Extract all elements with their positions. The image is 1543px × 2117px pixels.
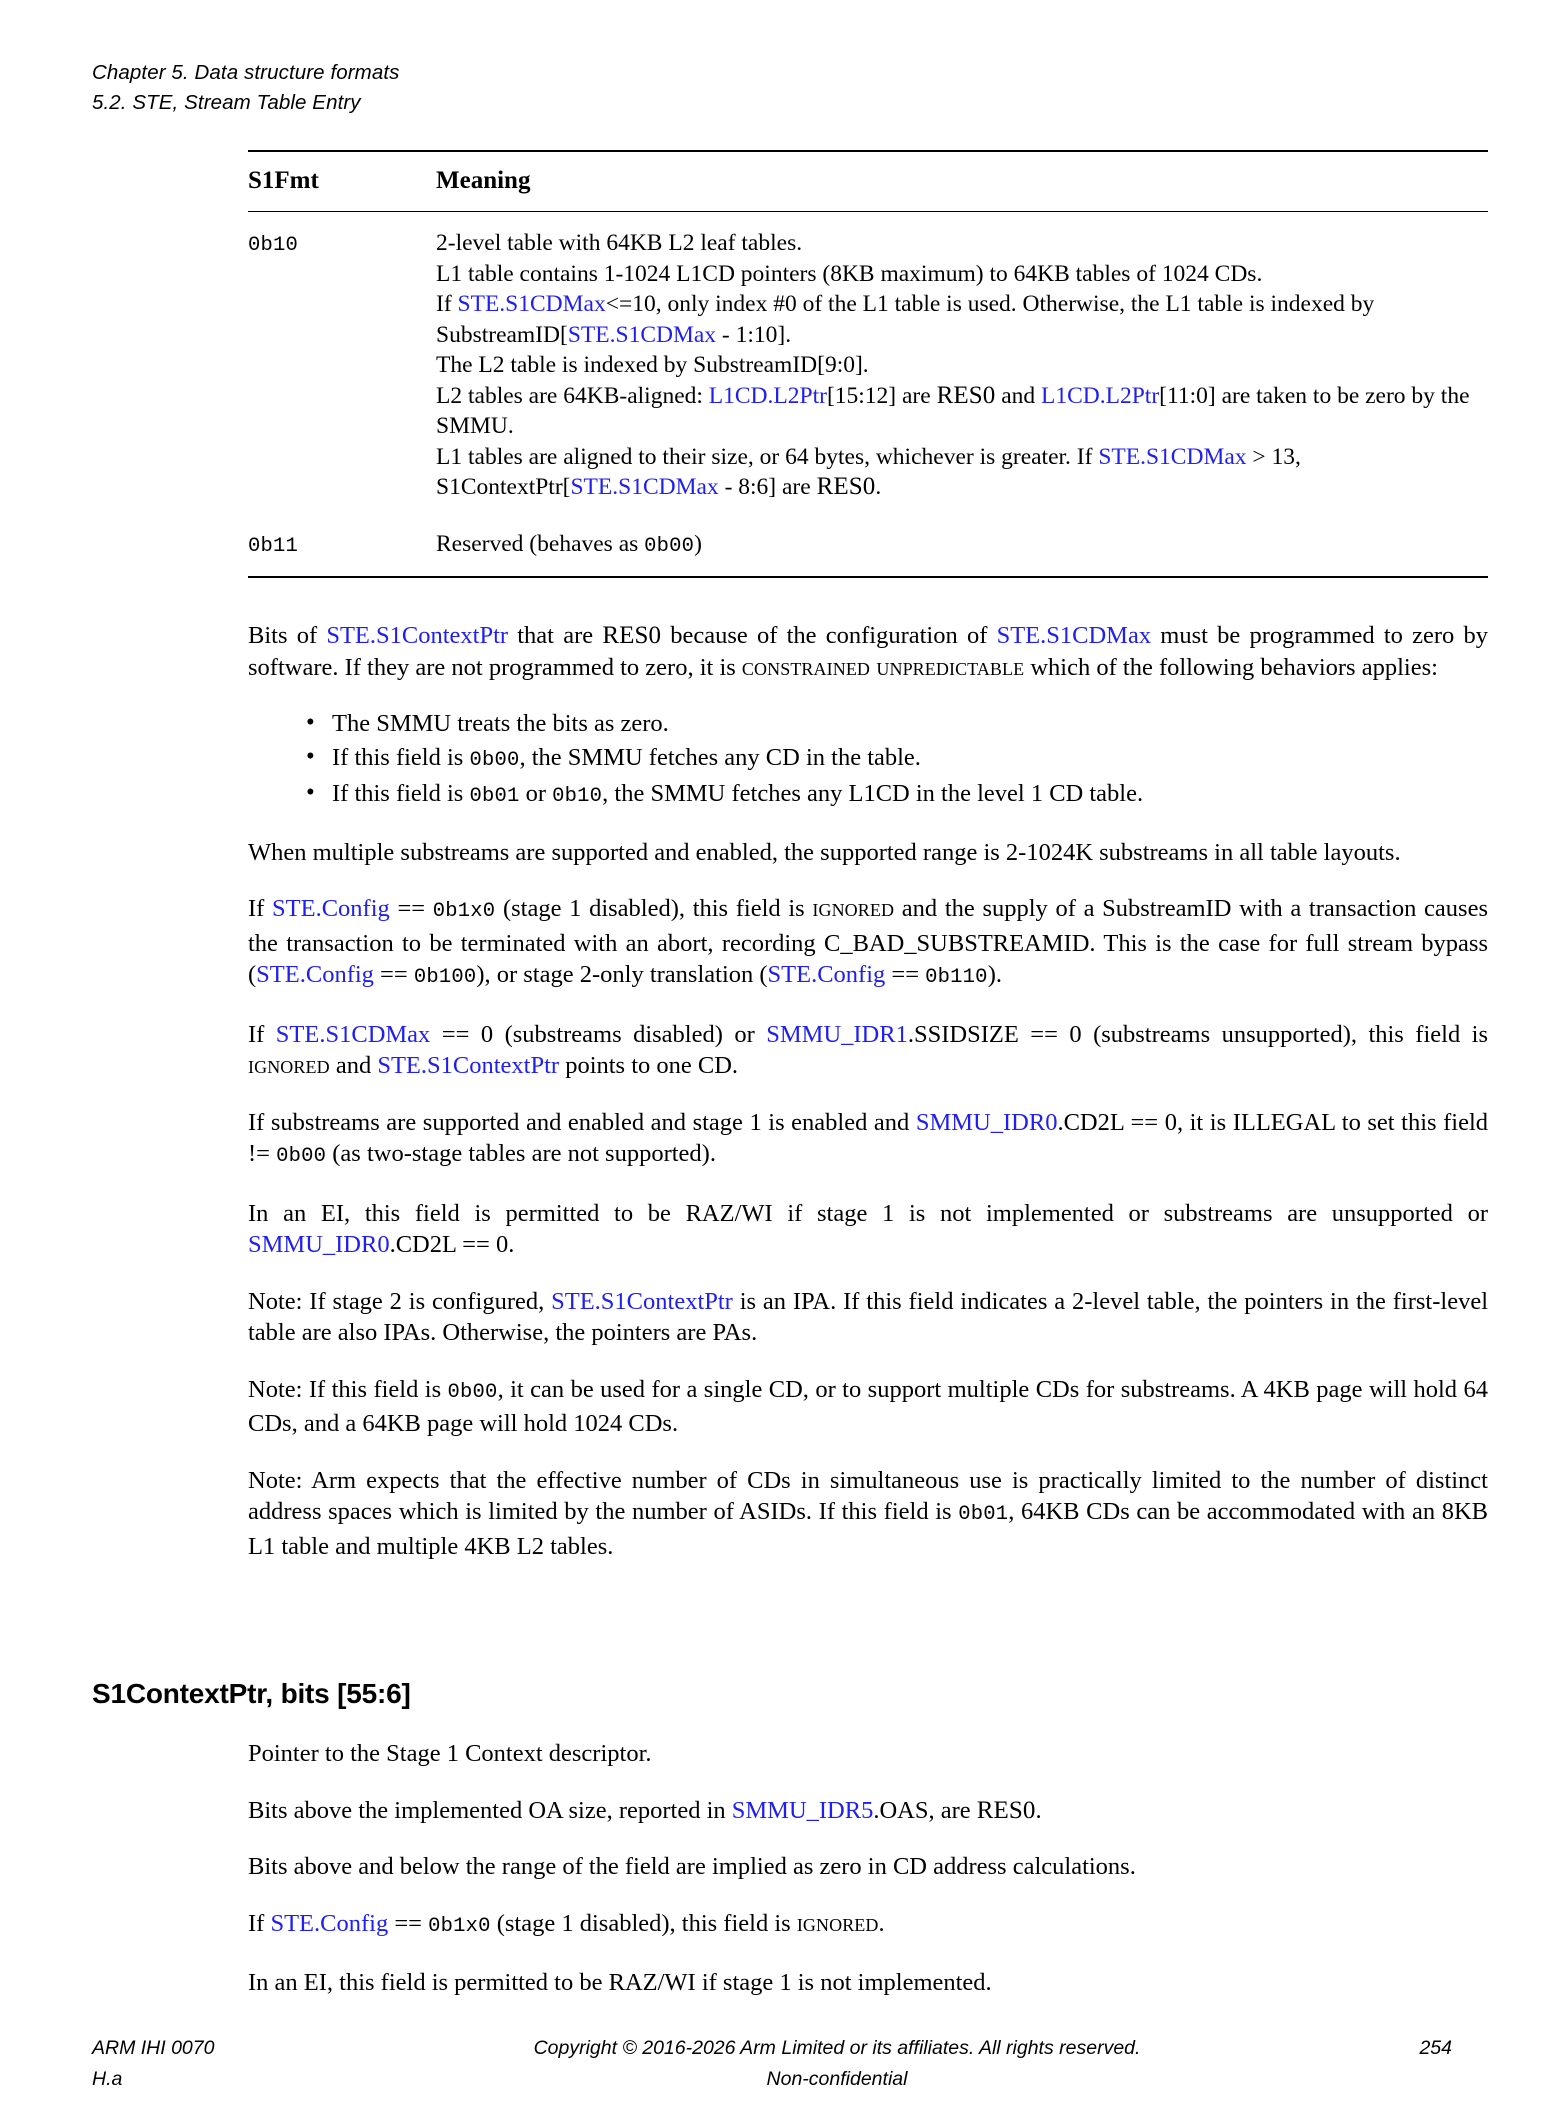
xref-link-ste-s1contextptr[interactable]: STE.S1ContextPtr: [326, 622, 509, 649]
table-row: [248, 212, 1488, 517]
list-item: [306, 708, 1488, 740]
text-fragment: which of the following behaviors applies:: [1024, 653, 1438, 681]
xref-link-ste-s1cdmax[interactable]: STE.S1CDMax: [570, 474, 719, 500]
code-0b100: 0b100: [413, 966, 477, 989]
table-cell-meaning: [436, 212, 1488, 517]
paragraph-note-arm-expects: [248, 1465, 1488, 1563]
paragraph-bits-implied-zero: Bits above and below the range of the field are implied as zero in CD address calculations.: [248, 1853, 1136, 1880]
table-cell-key: [248, 212, 436, 276]
paragraph-oas-res0: [248, 1795, 1488, 1827]
text-fragment: If: [248, 1020, 276, 1048]
table-cell-key: [248, 517, 436, 577]
paragraph-note-stage2-ipa: [248, 1286, 1488, 1349]
meaning-line: The L2 table is indexed by SubstreamID[9:0].: [436, 352, 869, 378]
xref-link-smmu-idr5[interactable]: SMMU_IDR5: [731, 1796, 874, 1824]
footer-row-bottom: [92, 2064, 1452, 2095]
text-fragment: ), or stage 2-only translation (: [476, 961, 768, 988]
meaning-line: [436, 289, 1488, 350]
list-item: [306, 742, 1488, 777]
text-fragment: must be programmed to zero by software. If they are not programmed to zero, it is: [248, 622, 1488, 681]
text-fragment: Note: If this field is: [248, 1375, 448, 1403]
text-fragment: .SSIDSIZE == 0 (substreams unsupported), this field is: [907, 1020, 1489, 1048]
behaviors-bullet-list: [248, 708, 1488, 813]
xref-link-smmu-idr0[interactable]: SMMU_IDR0: [248, 1231, 390, 1258]
main-content: [248, 150, 1488, 1562]
text-fragment: [11:0] are taken to be zero by the SMMU.: [436, 382, 1470, 439]
text-fragment: , 64KB CDs can be accommodated with an 8KB L1 table and multiple 4KB L2 tables.: [248, 1498, 1488, 1560]
text-fragment: L2 tables are 64KB-aligned:: [436, 382, 709, 409]
text-fragment: ==: [389, 895, 433, 922]
table-header-row: [248, 152, 1488, 211]
paragraph-res0-bits: [248, 620, 1488, 683]
text-fragment: Reserved (behaves as: [436, 530, 645, 557]
running-header-chapter: Chapter 5. Data structure formats: [92, 61, 400, 84]
footer-row-top: [92, 2033, 1452, 2064]
text-fragment: ==: [885, 961, 926, 988]
text-fragment: is an IPA. If this field indicates a 2-level table, the pointers in the first-level table are also IPAs. Otherwise, the pointers are PAs.: [248, 1287, 1488, 1346]
code-0b1x0: 0b1x0: [432, 900, 496, 923]
paragraph-note-single-cd: [248, 1374, 1488, 1440]
text-fragment: , it can be used for a single CD, or to support multiple CDs for substreams. A 4KB page will hold 64 CDs, and a 64KB page will hold 1024 CDs.: [248, 1375, 1488, 1437]
text-fragment: , the SMMU fetches any CD in the table.: [519, 743, 921, 771]
meaning-line: [436, 381, 1488, 442]
paragraph-ei-razwi-2: In an EI, this field is permitted to be RAZ/WI if stage 1 is not implemented.: [248, 1969, 992, 1996]
text-fragment: == 0 (substreams disabled) or: [430, 1020, 767, 1048]
paragraph-config-ignored: [248, 1908, 1488, 1943]
text-fragment: > 13, S1ContextPtr[: [436, 443, 1301, 500]
text-fragment: [15:12] are: [826, 382, 937, 409]
footer-doc-id: ARM IHI 0070: [92, 2037, 215, 2059]
text-fragment: .CD2L == 0.: [389, 1231, 515, 1258]
code-0b01: 0b01: [958, 1503, 1009, 1526]
xref-link-ste-config[interactable]: STE.Config: [256, 961, 374, 988]
xref-link-ste-s1cdmax[interactable]: STE.S1CDMax: [275, 1020, 431, 1048]
res0-label: RES0: [936, 381, 996, 409]
text-fragment: Note: Arm expects that the effective number of CDs in simultaneous use is practically limited to the number of distinct address spaces which is limited by the number of ASIDs. If this field is: [248, 1466, 1488, 1525]
text-fragment: - 8:6] are: [718, 474, 817, 500]
text-fragment: If: [436, 291, 458, 317]
paragraph-pointer-stage1: Pointer to the Stage 1 Context descriptor.: [248, 1740, 652, 1767]
text-fragment: .: [1035, 1796, 1042, 1824]
xref-link-smmu-idr1[interactable]: SMMU_IDR1: [766, 1020, 908, 1048]
text-fragment: ==: [373, 961, 414, 988]
page-footer: [92, 2033, 1452, 2095]
text-fragment: <=10, only index #0 of the L1 table is used. Otherwise, the L1 table is indexed by SubstreamID[: [436, 291, 1375, 348]
meaning-line: 2-level table with 64KB L2 leaf tables.: [436, 230, 803, 256]
table-cell-meaning: [436, 517, 1488, 577]
ignored-label: ignored: [812, 895, 895, 922]
text-fragment: - 1:10].: [716, 321, 792, 348]
xref-link-ste-s1cdmax[interactable]: STE.S1CDMax: [996, 622, 1152, 649]
code-0b01: 0b01: [469, 785, 520, 808]
code-0b1x0: 0b1x0: [428, 1914, 491, 1938]
text-fragment: ==: [388, 1909, 429, 1937]
text-fragment: If this field is: [332, 743, 470, 771]
text-fragment: .OAS, are: [873, 1796, 977, 1824]
s1fmt-table: [248, 150, 1488, 578]
meaning-line: [436, 442, 1488, 503]
ignored-label: ignored: [248, 1052, 330, 1079]
xref-link-l1cd-l2ptr[interactable]: L1CD.L2Ptr: [1041, 382, 1160, 409]
table-header-meaning: Meaning: [436, 167, 531, 194]
text-fragment: .: [878, 1909, 885, 1937]
footer-doc-rev: H.a: [92, 2068, 123, 2090]
paragraph-ste-config-stage1-disabled: [248, 893, 1488, 994]
footer-page-number: 254: [1419, 2037, 1452, 2059]
paragraph-cd2l-illegal: [248, 1107, 1488, 1173]
paragraph-s1cdmax-zero: [248, 1019, 1488, 1082]
xref-link-ste-config[interactable]: STE.Config: [270, 1909, 389, 1937]
ignored-label: ignored: [796, 1909, 879, 1937]
paragraph-multiple-substreams: When multiple substreams are supported and enabled, the supported range is 2-1024K substreams in all table layouts.: [248, 838, 1401, 866]
xref-link-ste-s1contextptr[interactable]: STE.S1ContextPtr: [551, 1287, 733, 1315]
code-0b00: 0b00: [644, 534, 695, 558]
paragraph-ei-razwi: [248, 1198, 1488, 1261]
text-fragment: Bits above the implemented OA size, reported in: [248, 1796, 732, 1824]
xref-link-smmu-idr0[interactable]: SMMU_IDR0: [915, 1108, 1058, 1136]
footer-copyright: Copyright © 2016-2026 Arm Limited or its affiliates. All rights reserved.: [533, 2037, 1141, 2059]
section-content: [248, 1738, 1488, 1999]
code-0b10: 0b10: [552, 785, 603, 808]
meaning-line: L1 table contains 1-1024 L1CD pointers (8KB maximum) to 64KB tables of 1024 CDs.: [436, 260, 1263, 287]
text-fragment: Note: If stage 2 is configured,: [248, 1287, 552, 1315]
text-fragment: , the SMMU fetches any L1CD in the level 1 CD table.: [602, 780, 1144, 807]
text-fragment: If: [248, 895, 273, 922]
res0-label: RES0: [816, 473, 876, 500]
value-0b11: 0b11: [248, 534, 299, 558]
running-header: [92, 58, 400, 118]
constrained-unpredictable-label: constrained unpredictable: [741, 653, 1025, 681]
value-0b10: 0b10: [248, 234, 299, 257]
text-fragment: (as two-stage tables are not supported).: [326, 1140, 716, 1167]
text-fragment: (stage 1 disabled), this field is: [495, 895, 813, 922]
table-row: [248, 517, 1488, 577]
xref-link-ste-s1contextptr[interactable]: STE.S1ContextPtr: [377, 1052, 560, 1079]
text-fragment: and: [995, 382, 1041, 409]
text-fragment: (stage 1 disabled), this field is: [490, 1909, 797, 1937]
text-fragment: The SMMU treats the bits as zero.: [332, 710, 669, 737]
text-fragment: In an EI, this field is permitted to be RAZ/WI if stage 1 is not implemented or substreams are unsupported or: [248, 1199, 1488, 1227]
table-bottom-rule: [248, 576, 1488, 578]
code-0b00: 0b00: [276, 1145, 327, 1168]
xref-link-ste-s1cdmax[interactable]: STE.S1CDMax: [567, 321, 717, 348]
xref-link-l1cd-l2ptr[interactable]: L1CD.L2Ptr: [708, 382, 827, 409]
text-fragment: If this field is: [332, 780, 470, 807]
code-0b110: 0b110: [925, 966, 988, 989]
list-item: [306, 778, 1488, 813]
text-fragment: because of the configuration of: [661, 622, 997, 649]
xref-link-ste-config[interactable]: STE.Config: [767, 961, 886, 988]
text-fragment: and: [329, 1052, 378, 1079]
text-fragment: or: [519, 780, 553, 807]
res0-label: RES0: [602, 622, 662, 649]
xref-link-ste-s1cdmax[interactable]: STE.S1CDMax: [457, 291, 606, 317]
text-fragment: that are: [508, 622, 603, 649]
xref-link-ste-s1cdmax[interactable]: STE.S1CDMax: [1098, 443, 1247, 470]
res0-label: RES0: [976, 1796, 1036, 1824]
text-fragment: If: [248, 1909, 271, 1937]
page-title: S1ContextPtr, bits [55:6]: [92, 1678, 411, 1709]
text-fragment: points to one CD.: [559, 1052, 739, 1079]
text-fragment: ).: [987, 961, 1002, 988]
table-header-s1fmt: S1Fmt: [248, 167, 319, 194]
text-fragment: and the supply of a SubstreamID with a transaction causes the transaction to be terminated with an abort, recording C_BAD_SUBSTREAMID. This is the case for full stream bypass (: [248, 895, 1488, 988]
code-0b00: 0b00: [469, 748, 520, 772]
text-fragment: ): [694, 530, 702, 557]
running-header-section: 5.2. STE, Stream Table Entry: [92, 91, 361, 114]
text-fragment: L1 tables are aligned to their size, or 64 bytes, whichever is greater. If: [436, 443, 1099, 470]
text-fragment: .: [875, 474, 882, 500]
text-fragment: If substreams are supported and enabled and stage 1 is enabled and: [248, 1108, 916, 1136]
code-0b00: 0b00: [447, 1380, 498, 1404]
text-fragment: .CD2L == 0, it is ILLEGAL to set this field !=: [248, 1108, 1489, 1167]
xref-link-ste-config[interactable]: STE.Config: [272, 895, 390, 922]
text-fragment: Bits of: [248, 622, 327, 649]
footer-confidentiality: Non-confidential: [766, 2068, 908, 2090]
